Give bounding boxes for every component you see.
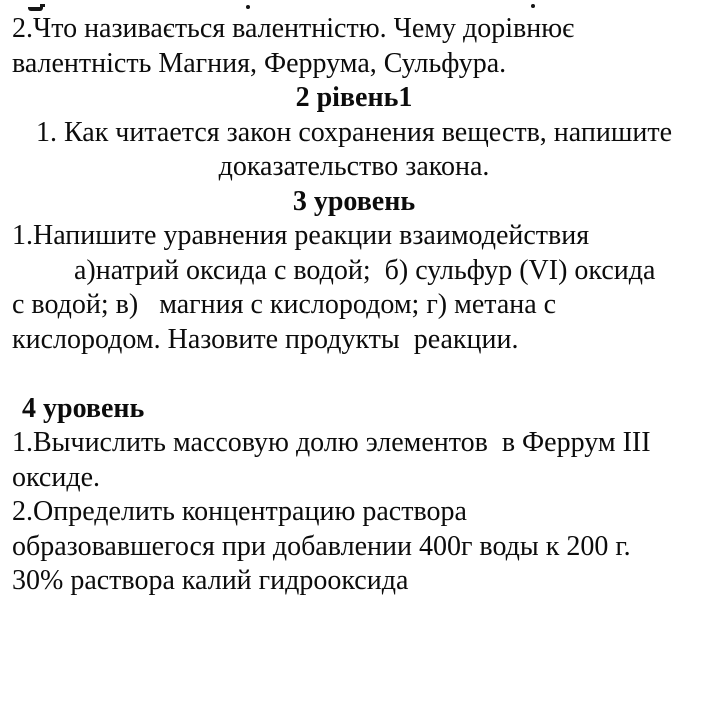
text-line: 2 рівень1 [295, 82, 413, 113]
text-line: 1.Напишите уравнения реакции взаимодействия [12, 220, 590, 251]
text-line: 2.Определить концентрацию раствора [12, 496, 467, 527]
text-line: 30% раствора калий гидрооксида [12, 565, 409, 596]
document-body [12, 12, 696, 599]
glyph-fragment [28, 7, 43, 11]
text-line: с водой; в) магния с кислородом; г) метана с [12, 289, 557, 320]
text-line: кислородом. Назовите продукты реакции. [12, 323, 519, 355]
clipped-text-line [12, 4, 696, 12]
text-line: 3 уровень [292, 185, 416, 217]
text-line: 2.Что називається валентністю. Чему дорівнює [12, 13, 575, 44]
text-line: образовавшегося при добавлении 400г воды к 200 г. [12, 530, 631, 562]
glyph-fragment [40, 4, 45, 7]
text-line [12, 357, 696, 392]
text-line: а)натрий оксида с водой; б) сульфур (VI) оксида [74, 254, 656, 286]
text-line: 1.Вычислить массовую долю элементов в Феррум III [12, 427, 651, 458]
text-line: 1. Как читается закон сохранения веществ, напишите [35, 116, 673, 148]
text-line: доказательство закона. [218, 151, 490, 182]
text-line: 4 уровень [22, 392, 145, 424]
glyph-fragment [246, 5, 250, 9]
text-line: валентність Магния, Феррума, Сульфура. [12, 47, 507, 79]
glyph-fragment [531, 4, 535, 8]
text-line: оксиде. [12, 461, 100, 493]
